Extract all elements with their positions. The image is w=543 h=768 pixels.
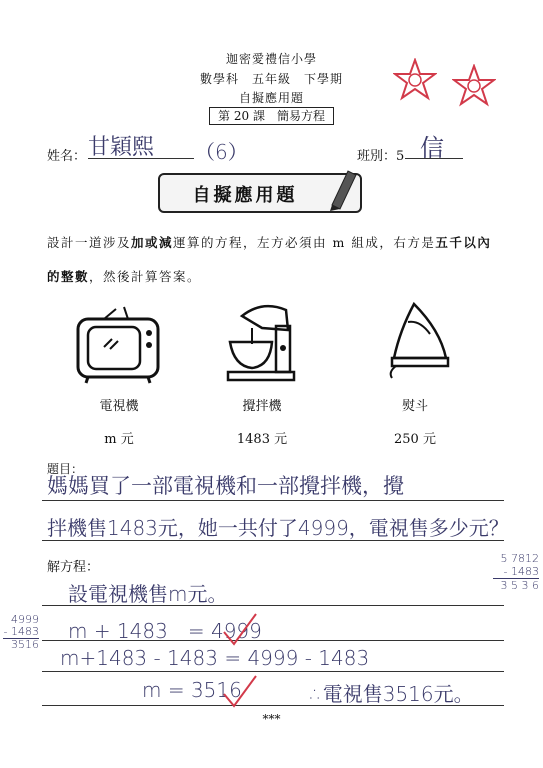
side-calc-right: 5 7812 - 1483 3 5 3 6 xyxy=(493,552,539,592)
pencil-icon xyxy=(324,167,358,211)
banner-text: 自擬應用題 xyxy=(192,185,298,206)
side-calc-left: 4999 - 1483 3516 xyxy=(3,613,39,651)
question-label: 題目： xyxy=(47,462,84,476)
class-value: 信 xyxy=(420,134,444,162)
course-line: 數學科 五年級 下學期 xyxy=(199,72,343,86)
solution-line-3: m+1483 - 1483 = 4999 - 1483 xyxy=(60,646,370,670)
lesson-box: 第 20 課 簡易方程 xyxy=(209,107,334,125)
title-banner xyxy=(158,173,362,213)
instruction-line-2: 的整數，然後計算答案。 xyxy=(47,269,202,284)
worksheet-title: 自擬應用題 xyxy=(238,91,304,105)
item-price-mixer: 1483 元 xyxy=(236,432,288,447)
question-line-2: 拌機售1483元，她一共付了4999，電視售多少元？ xyxy=(47,516,509,540)
name-label: 姓名： xyxy=(47,149,87,164)
solution-line-1: 設電視機售m元。 xyxy=(68,582,228,606)
school-name: 迦密愛禮信小學 xyxy=(225,52,317,66)
question-line-1: 媽媽買了一部電視機和一部攪拌機，攪 xyxy=(47,474,404,498)
star-stamp-icon xyxy=(452,64,496,108)
solution-line-2: m + 1483 = 4999 xyxy=(68,619,262,643)
item-price-tv: m 元 xyxy=(104,432,134,447)
name-value: 甘穎熙 xyxy=(88,135,155,160)
item-name-tv: 電視機 xyxy=(99,399,139,414)
tv-icon xyxy=(74,305,164,385)
footer-stars: *** xyxy=(262,712,281,726)
check-mark-icon xyxy=(220,610,260,650)
instruction-line-1: 設計一道涉及加或減運算的方程，左方必須由 m 組成，右方是五千以內 xyxy=(47,235,492,250)
solution-conclusion: ∴電視售3516元。 xyxy=(310,682,474,706)
student-number: （6） xyxy=(195,140,248,164)
item-name-mixer: 攪拌機 xyxy=(242,399,282,414)
class-label: 班別：5 xyxy=(357,149,405,164)
mixer-icon xyxy=(222,296,302,386)
check-mark-icon xyxy=(220,672,260,712)
star-stamp-icon xyxy=(393,58,437,102)
iron-icon xyxy=(380,300,455,380)
item-price-iron: 250 元 xyxy=(394,432,436,447)
solution-line-4: m = 3516 xyxy=(142,678,242,702)
item-name-iron: 熨斗 xyxy=(401,399,428,414)
solution-label: 解方程： xyxy=(47,560,100,575)
